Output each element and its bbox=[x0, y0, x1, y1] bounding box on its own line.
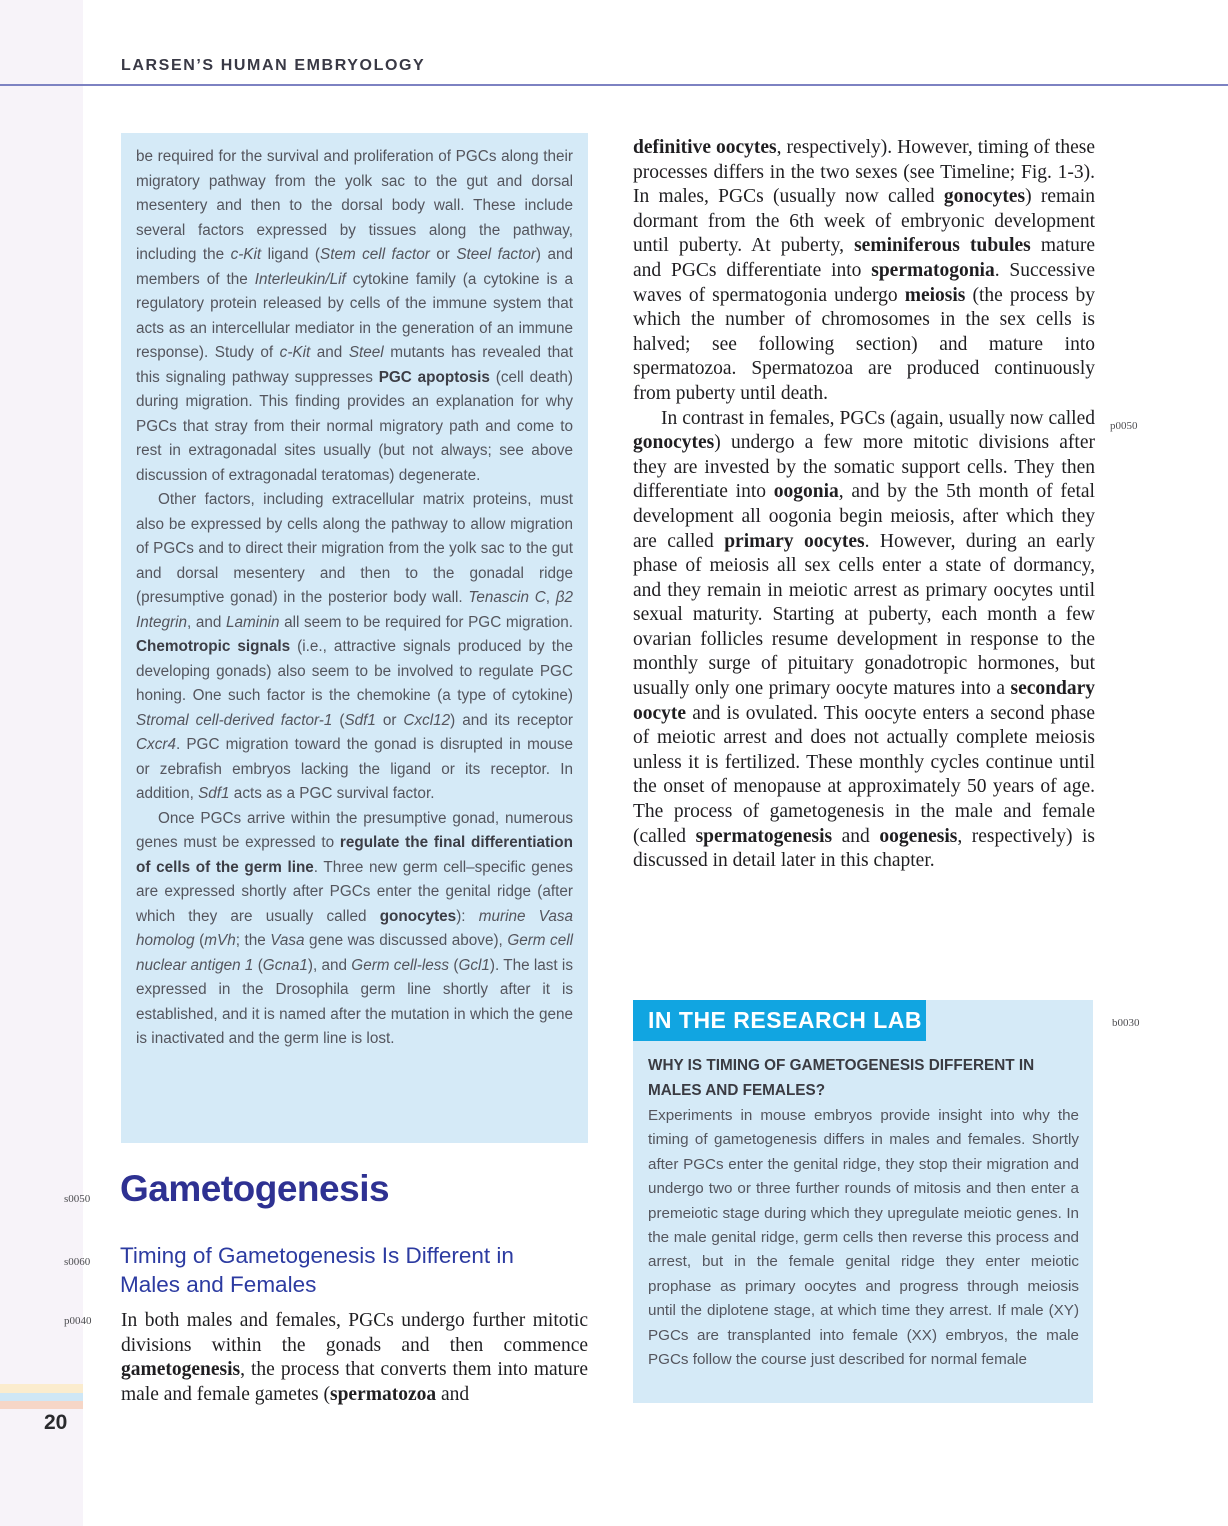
margin-label-p0050: p0050 bbox=[1110, 420, 1138, 432]
research-lab-box bbox=[633, 1000, 1093, 1403]
left-column-paragraph bbox=[121, 1309, 588, 1407]
margin-label-s0050: s0050 bbox=[64, 1193, 91, 1205]
header-rule bbox=[0, 84, 1228, 86]
research-lab-header: IN THE RESEARCH LAB bbox=[633, 1000, 926, 1041]
margin-label-s0060: s0060 bbox=[64, 1256, 91, 1268]
pgc-factors-box bbox=[121, 133, 588, 1143]
subsection-heading-timing: Timing of Gametogenesis Is Different in Males and Females bbox=[120, 1243, 514, 1297]
box-paragraph-3: Once PGCs arrive within the presumptive gonad, numerous genes must be expressed to regulate the final differentiation of cells of the germ line. Three new germ cell–specific genes are expressed shortly after PGCs enter the genital ridge (after which they are usually called gonocytes): murine Vasa homolog (mVh; the Vasa gene was discussed above), Germ cell nuclear antigen 1 (Gcna1), and Germ cell-less (Gcl1). The last is expressed in the Drosophila germ line shortly after it is established, and it is named after the mutation in which the gene is inactivated and the germ line is lost. bbox=[136, 809, 574, 1047]
margin-label-p0040: p0040 bbox=[64, 1315, 92, 1327]
page-number: 20 bbox=[44, 1411, 68, 1434]
footer-band-cream bbox=[0, 1384, 83, 1393]
margin-label-b0030: b0030 bbox=[1112, 1017, 1140, 1029]
right-column bbox=[633, 136, 1095, 874]
section-heading-gametogenesis: Gametogenesis bbox=[120, 1168, 390, 1209]
box-paragraph-2: Other factors, including extracellular matrix proteins, must also be expressed by cells along the pathway to allow migration of PGCs and to direct their migration from the yolk sac to the gut and dorsal mesentery and then to the gonadal ridge (presumptive gonad) in the posterior body wall. Tenascin C, β2 Integrin, and Laminin all seem to be required for PGC migration. Chemotropic signals (i.e., attractive signals produced by the developing gonads) also seem to be involved to regulate PGC honing. One such factor is the chemokine (a type of cytokine) Stromal cell-derived factor-1 (Sdf1 or Cxcl12) and its receptor Cxcr4. PGC migration toward the gonad is disrupted in mouse or zebrafish embryos lacking the ligand or its receptor. In addition, Sdf1 acts as a PGC survival factor. bbox=[136, 491, 573, 802]
footer-band-pink bbox=[0, 1401, 83, 1409]
running-head: LARSEN’S HUMAN EMBRYOLOGY bbox=[121, 57, 426, 74]
footer-band-blue bbox=[0, 1393, 83, 1401]
body-paragraph-1: definitive oocytes, respectively). However, timing of these processes differs in the two sexes (see Timeline; Fig. 1-3). In males, PGCs (usually now called gonocytes) remain dormant from the 6th week of embryonic development until puberty. At puberty, seminiferous tubules mature and PGCs differentiate into spermatogonia. Successive waves of spermatogonia undergo meiosis (the process by which the number of chromosomes in the sex cells is halved; see following section) and mature into spermatozoa. Spermatozoa are produced continuously from puberty until death. bbox=[633, 137, 1096, 404]
body-paragraph-intro: In both males and females, PGCs undergo further mitotic divisions within the gonads and then commence gametogenesis, the process that converts them into mature male and female gametes (spermatozoa and bbox=[121, 1310, 588, 1405]
research-lab-question: WHY IS TIMING OF GAMETOGENESIS DIFFERENT IN MALES AND FEMALES? bbox=[648, 1057, 1035, 1099]
body-paragraph-2: In contrast in females, PGCs (again, usually now called gonocytes) undergo a few more mitotic divisions after they are invested by the somatic support cells. They then differentiate into oogonia, and by the 5th month of fetal development all oogonia begin meiosis, after which they are called primary oocytes. However, during an early phase of meiosis all sex cells enter a state of dormancy, and they remain in meiotic arrest as primary oocytes until sexual maturity. Starting at puberty, each month a few ovarian follicles resume development in response to the monthly surge of pituitary gonadotropic hormones, but usually only one primary oocyte matures into a secondary oocyte and is ovulated. This oocyte enters a second phase of meiotic arrest and does not actually complete meiosis unless it is fertilized. These monthly cycles continue until the onset of menopause at approximately 50 years of age. The process of gametogenesis in the male and female (called spermatogenesis and oogenesis, respectively) is discussed in detail later in this chapter. bbox=[633, 407, 1095, 872]
research-lab-body: Experiments in mouse embryos provide insight into why the timing of gametogenesis differs in males and females. Shortly after PGCs enter the genital ridge, they stop their migration and undergo two or three further rounds of mitosis and then enter a premeiotic stage during which they upregulate meiotic genes. In the male genital ridge, germ cells then reverse this process and arrest, but in the female genital ridge they enter meiotic prophase as primary oocytes and progress through meiosis until the diplotene stage, at which time they arrest. If male (XY) PGCs are transplanted into female (XX) embryos, the male PGCs follow the course just described for normal female bbox=[648, 1107, 1079, 1369]
box-paragraph-1: be required for the survival and proliferation of PGCs along their migratory pathway from the yolk sac to the gut and dorsal mesentery and then to the dorsal body wall. These include several factors expressed by tissues along the pathway, including the c-Kit ligand (Stem cell factor or Steel factor) and members of the Interleukin/Lif cytokine family (a cytokine is a regulatory protein released by cells of the immune system that acts as an intercellular mediator in the generation of an immune response). Study of c-Kit and Steel mutants has revealed that this signaling pathway suppresses PGC apoptosis (cell death) during migration. This finding provides an explanation for why PGCs that stray from their normal migratory path and come to rest in extragonadal sites usually (but not always; see above discussion of extragonadal teratomas) degenerate. bbox=[136, 148, 573, 484]
left-margin-strip bbox=[0, 0, 83, 1526]
